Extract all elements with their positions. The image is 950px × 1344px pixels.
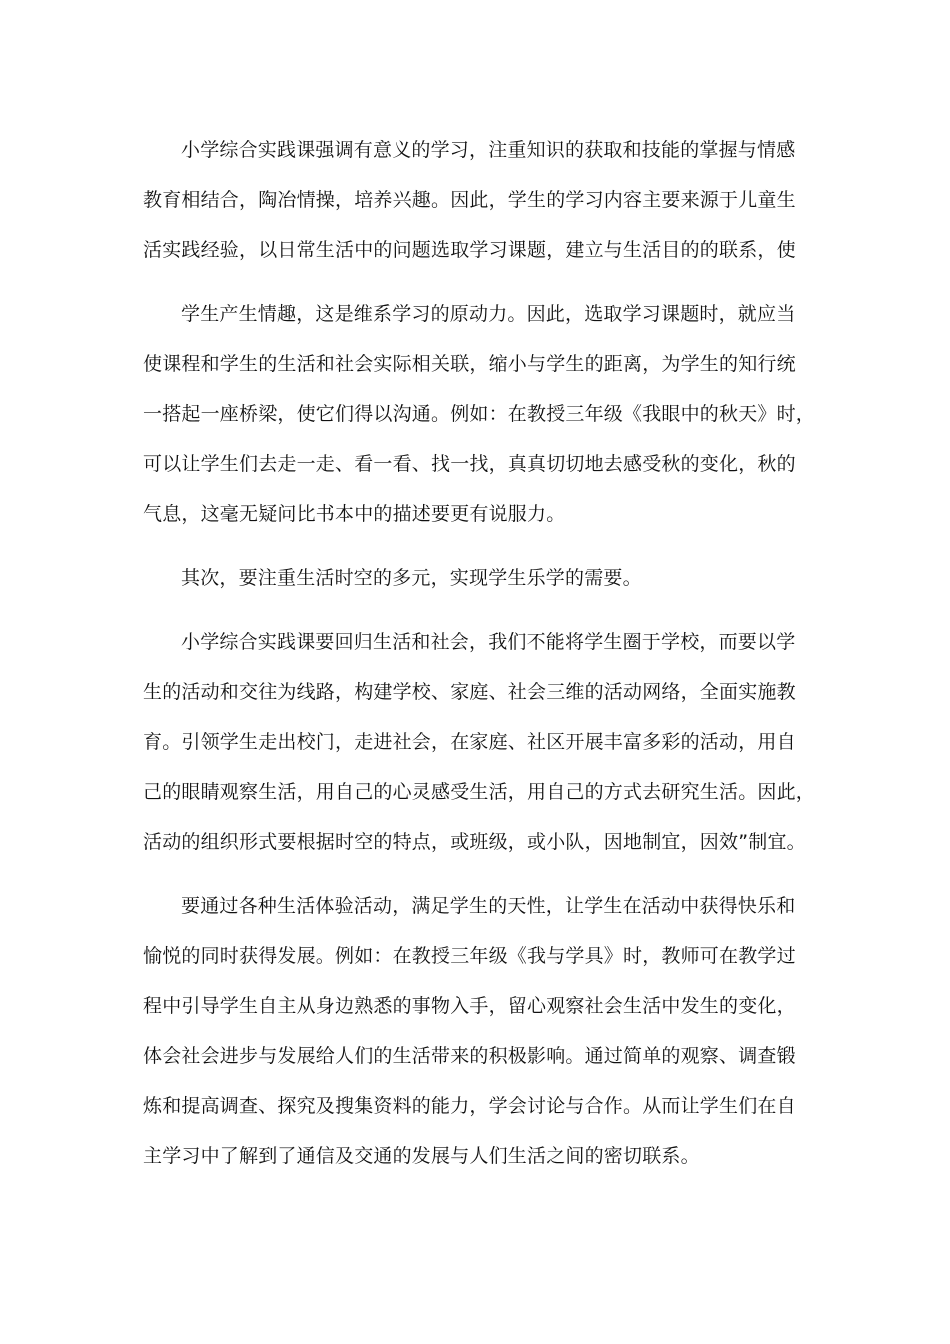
text-line: 学生产生情趣，这是维系学习的原动力。因此，选取学习课题时，就应当 — [181, 303, 796, 325]
text-line: 可以让学生们去走一走、看一看、找一找，真真切切地去感受秋的变化，秋的 — [143, 453, 796, 475]
text-line: 教育相结合，陶冶情操，培养兴趣。因此，学生的学习内容主要来源于儿童生 — [143, 189, 796, 211]
text-line: 育。引领学生走出校门，走进社会，在家庭、社区开展丰富多彩的活动，用自 — [143, 731, 796, 753]
text-line: 己的眼睛观察生活，用自己的心灵感受生活，用自己的方式去研究生活。因此， — [143, 781, 816, 803]
text-line: 活实践经验，以日常生活中的问题选取学习课题，建立与生活目的的联系，使 — [143, 239, 796, 261]
text-line: 生的活动和交往为线路，构建学校、家庭、社会三维的活动网络，全面实施教 — [143, 681, 796, 703]
text-line: 小学综合实践课要回归生活和社会，我们不能将学生圈于学校，而要以学 — [181, 631, 796, 653]
text-line: 主学习中了解到了通信及交通的发展与人们生活之间的密切联系。 — [143, 1145, 700, 1167]
text-line: 要通过各种生活体验活动，满足学生的天性，让学生在活动中获得快乐和 — [181, 895, 796, 917]
text-line: 使课程和学生的生活和社会实际相关联，缩小与学生的距离，为学生的知行统 — [143, 353, 796, 375]
text-line: 炼和提高调查、探究及搜集资料的能力，学会讨论与合作。从而让学生们在自 — [143, 1095, 796, 1117]
text-line: 程中引导学生自主从身边熟悉的事物入手，留心观察社会生活中发生的变化， — [143, 995, 796, 1017]
text-line: 体会社会进步与发展给人们的生活带来的积极影响。通过简单的观察、调查锻 — [143, 1045, 796, 1067]
text-line: 一搭起一座桥梁，使它们得以沟通。例如：在教授三年级《我眼中的秋天》时， — [143, 403, 816, 425]
text-line: 愉悦的同时获得发展。例如：在教授三年级《我与学具》时，教师可在教学过 — [143, 945, 796, 967]
text-line: 活动的组织形式要根据时空的特点，或班级，或小队，因地制宜，因效”制宜。 — [143, 831, 806, 853]
text-line: 气息，这毫无疑问比书本中的描述要更有说服力。 — [143, 503, 566, 525]
text-line: 其次，要注重生活时空的多元，实现学生乐学的需要。 — [181, 567, 642, 589]
text-line: 小学综合实践课强调有意义的学习，注重知识的获取和技能的掌握与情感 — [181, 139, 796, 161]
